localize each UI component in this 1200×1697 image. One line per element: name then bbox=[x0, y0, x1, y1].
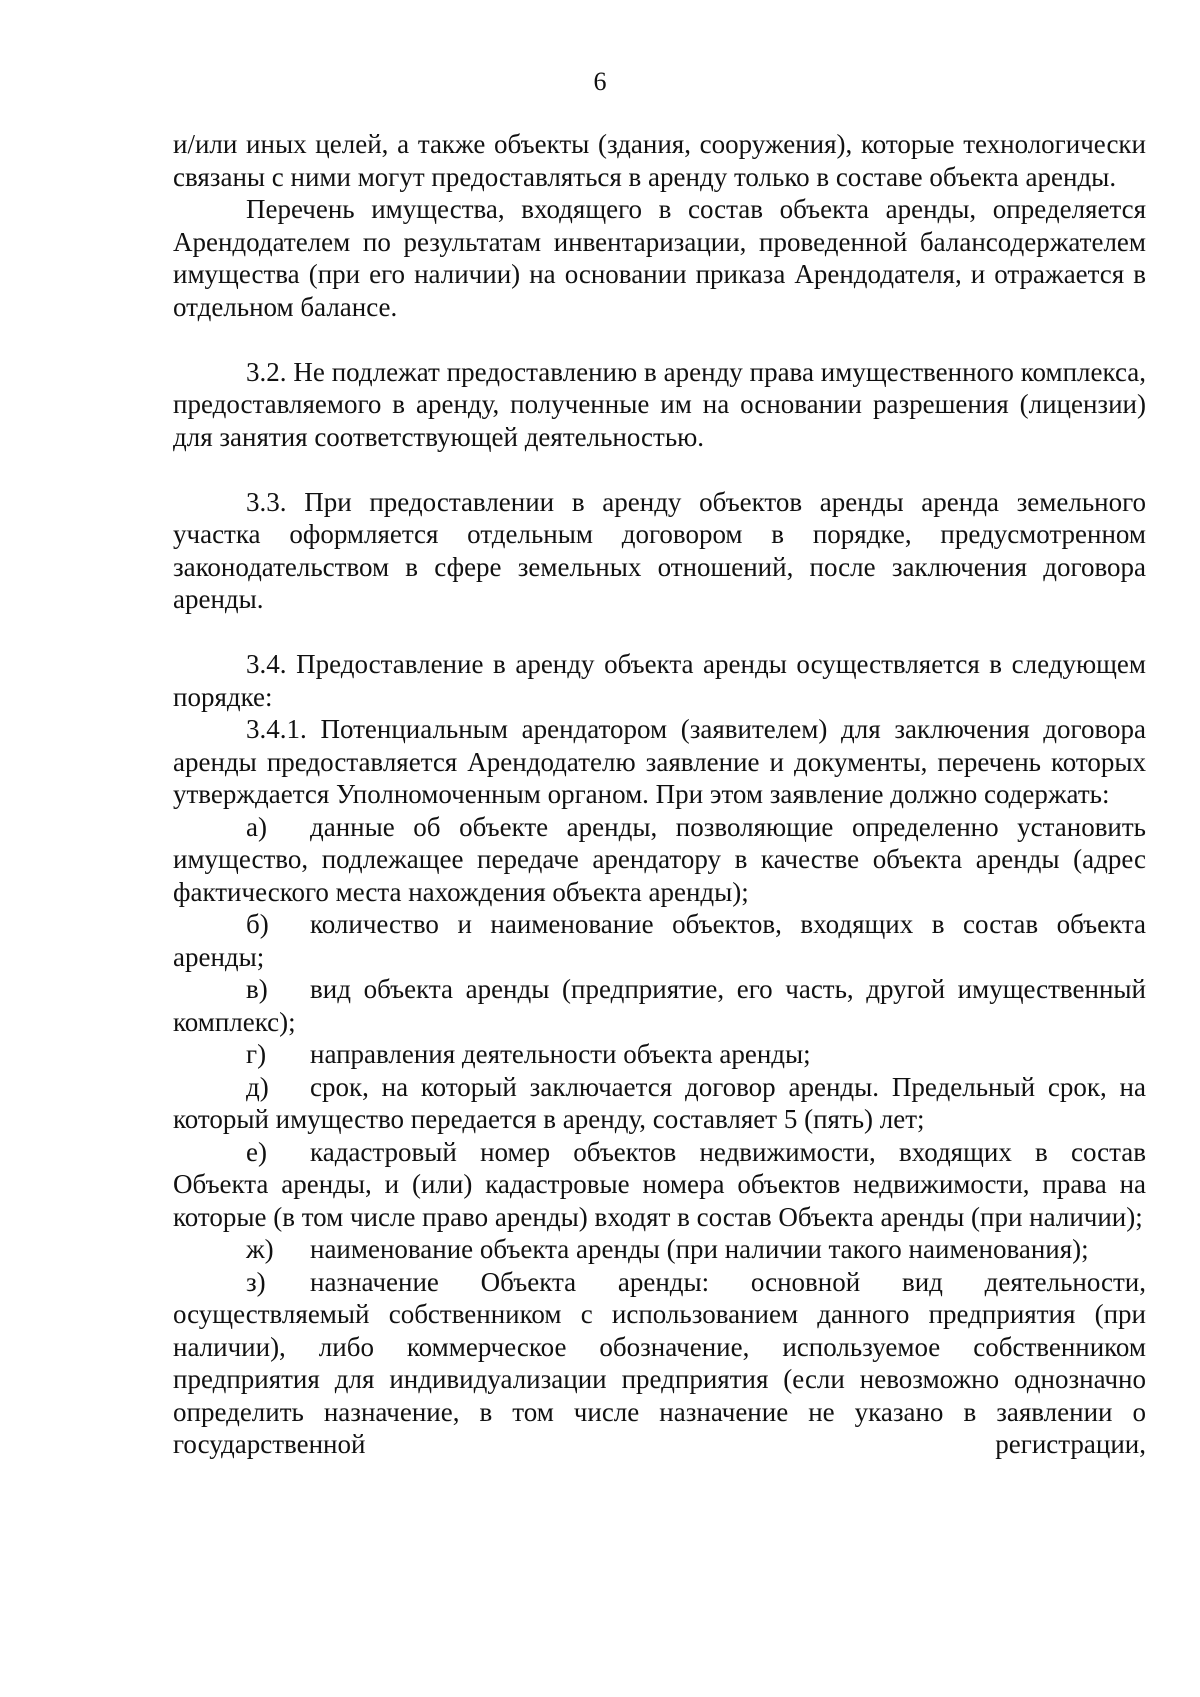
list-item-text: срок, на который заключается договор аренды. Предельный срок, на который имущество передается в аренду, составляет 5 (пять) лет; bbox=[173, 1071, 1146, 1134]
paragraph-continuation: и/или иных целей, а также объекты (здания, сооружения), которые технологически связаны с ними могут предоставляться в аренду только в составе объекта аренды. bbox=[173, 129, 1146, 192]
list-marker: г) bbox=[246, 1039, 267, 1069]
list-item-text: назначение Объекта аренды: основной вид деятельности, осуществляемый собственником с использованием данного предприятия (при наличии), либо коммерческое обозначение, используемое собственником предприятия для индивидуализации предприятия (если невозможно однозначно определить назначение, в том числе назначение не указано в заявлении о государственной регистрации, bbox=[173, 1266, 1146, 1459]
list-item-a bbox=[173, 811, 1146, 909]
list-item-z bbox=[173, 1266, 1146, 1461]
paragraph-3-4: 3.4. Предоставление в аренду объекта аренды осуществляется в следующем порядке: bbox=[173, 649, 1146, 712]
list-marker: е) bbox=[246, 1136, 267, 1167]
list-item-g bbox=[173, 1038, 1146, 1071]
list-item-text: вид объекта аренды (предприятие, его часть, другой имущественный комплекс); bbox=[173, 974, 1146, 1037]
page-number: 6 bbox=[593, 67, 607, 96]
list-marker: б) bbox=[246, 909, 269, 939]
list-marker: д) bbox=[246, 1071, 269, 1102]
paragraph-3-2: 3.2. Не подлежат предоставлению в аренду права имущественного комплекса, предоставляемого в аренду, полученные им на основании разрешения (лицензии) для занятия соответствующей деятельностью. bbox=[173, 356, 1146, 452]
list-item-text: наименование объекта аренды (при наличии такого наименования); bbox=[310, 1234, 1089, 1264]
document-body bbox=[173, 128, 1146, 1461]
list-item-e bbox=[173, 1136, 1146, 1234]
list-item-text: кадастровый номер объектов недвижимости, входящих в состав Объекта аренды, и (или) кадастровые номера объектов недвижимости, права на которые (в том числе право аренды) входят в состав Объекта аренды (при наличии); bbox=[173, 1136, 1146, 1232]
list-marker: а) bbox=[246, 811, 267, 842]
paragraph-property-list: Перечень имущества, входящего в состав объекта аренды, определяется Арендодателем по результатам инвентаризации, проведенной балансодержателем имущества (при его наличии) на основании приказа Арендодателя, и отражается в отдельном балансе. bbox=[173, 194, 1146, 322]
list-item-text: данные об объекте аренды, позволяющие определенно установить имущество, подлежащее передаче арендатору в качестве объекта аренды (адрес фактического места нахождения объекта аренды); bbox=[173, 811, 1146, 907]
list-item-v bbox=[173, 973, 1146, 1038]
list-marker: з) bbox=[246, 1266, 266, 1297]
list-item-d bbox=[173, 1071, 1146, 1136]
list-item-text: направления деятельности объекта аренды; bbox=[310, 1039, 811, 1069]
paragraph-3-4-1: 3.4.1. Потенциальным арендатором (заявителем) для заключения договора аренды предоставляется Арендодателю заявление и документы, перечень которых утверждается Уполномоченным органом. При этом заявление должно содержать: bbox=[173, 714, 1146, 809]
list-marker: ж) bbox=[246, 1234, 274, 1264]
list-item-text: количество и наименование объектов, входящих в состав объекта аренды; bbox=[173, 909, 1146, 972]
list-marker: в) bbox=[246, 974, 268, 1004]
paragraph-3-3: 3.3. При предоставлении в аренду объектов аренды аренда земельного участка оформляется отдельным договором в порядке, предусмотренном законодательством в сфере земельных отношений, после заключения договора аренды. bbox=[173, 486, 1146, 614]
list-item-b bbox=[173, 908, 1146, 973]
list-item-zh bbox=[173, 1233, 1146, 1266]
